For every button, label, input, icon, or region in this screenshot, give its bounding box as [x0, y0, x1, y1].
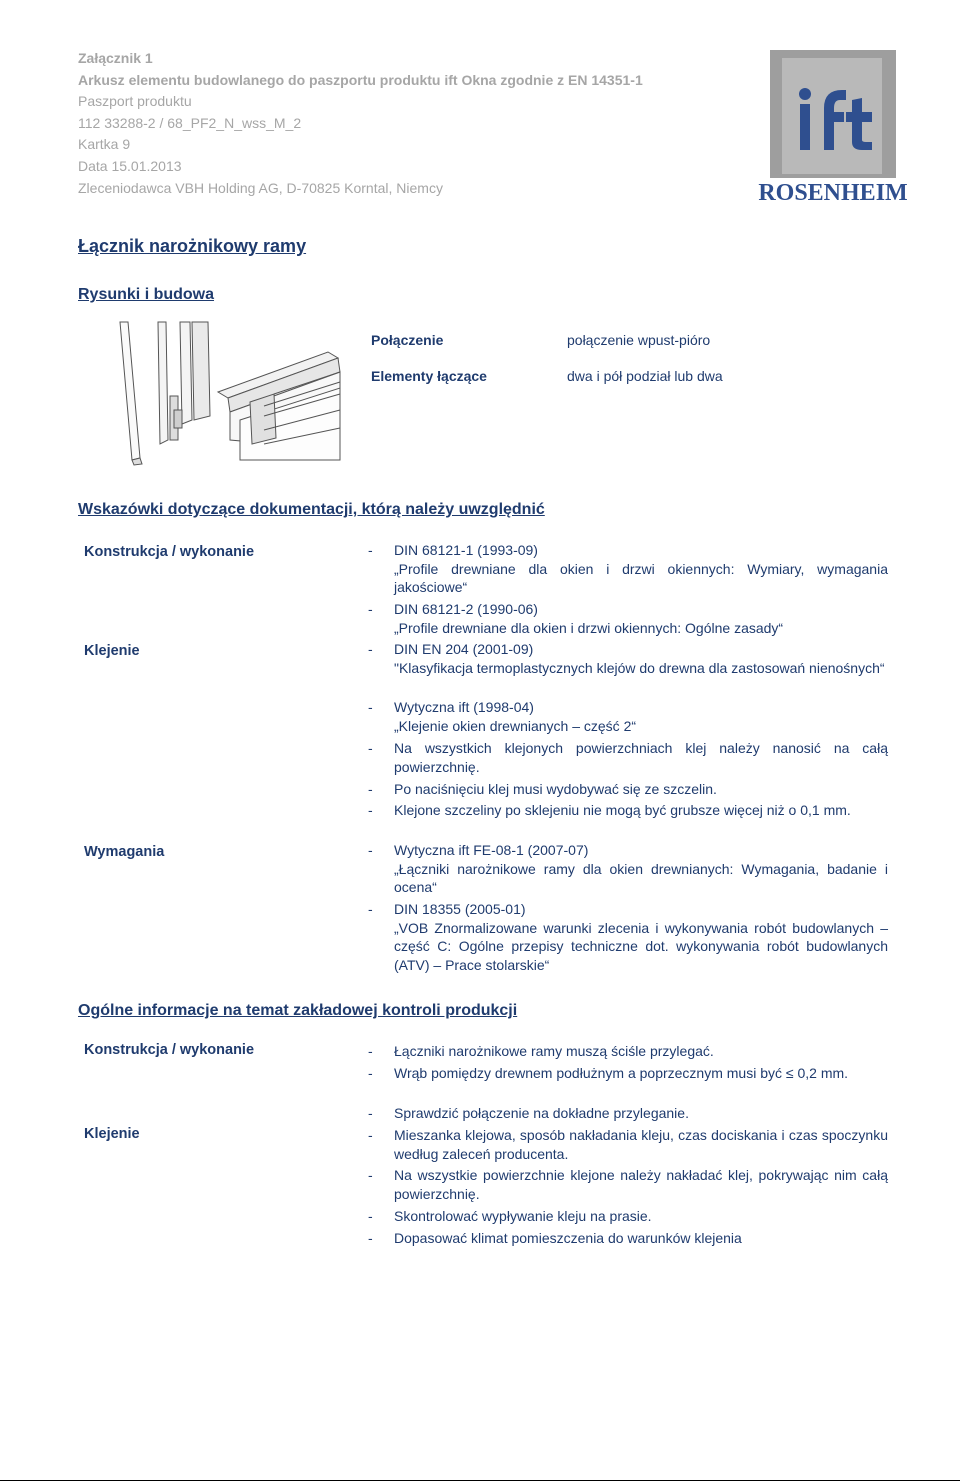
connection-label: Połączenie: [371, 332, 444, 348]
list-item: [368, 1166, 888, 1203]
list-item: [368, 698, 888, 735]
list-dash: -: [368, 781, 373, 797]
list-item: [368, 739, 888, 776]
header-line-sheet: Arkusz elementu budowlanego do paszportu produktu ift Okna zgodnie z EN 14351-1: [78, 71, 643, 88]
list-item: [368, 1064, 888, 1083]
section-heading-production-control: Ogólne informacje na temat zakładowej kontroli produkcji: [78, 1002, 518, 1019]
list-dash: -: [368, 542, 373, 558]
list-dash: -: [368, 641, 373, 657]
header-line-client: Zleceniodawca VBH Holding AG, D-70825 Korntal, Niemcy: [78, 179, 443, 196]
list-dash: -: [368, 842, 373, 858]
list-item: [368, 780, 888, 799]
list-item-text: Wytyczna ift FE-08-1 (2007-07) „Łączniki narożnikowe ramy dla okien drewnianych: Wymagania, badanie i ocena“: [394, 842, 888, 896]
list-dash: -: [368, 1167, 373, 1183]
list-item-text: DIN 68121-2 (1990-06) „Profile drewniane dla okien i drzwi okiennych: Ogólne zasady“: [394, 601, 784, 636]
section-heading-documentation: Wskazówki dotyczące dokumentacji, którą należy uwzględnić: [78, 501, 545, 518]
list-dash: -: [368, 901, 373, 917]
doc-group-label: Konstrukcja / wykonanie: [84, 544, 255, 560]
list-item-text: DIN EN 204 (2001-09) "Klasyfikacja termoplastycznych klejów do drewna dla zastosowań nienośnych“: [394, 641, 885, 676]
list-item-text: Klejone szczeliny po sklejeniu nie mogą być grubsze więcej niż o 0,1 mm.: [394, 802, 851, 818]
connecting-elements-value: dwa i pół podział lub dwa: [567, 368, 723, 384]
list-item-text: DIN 18355 (2005-01) „VOB Znormalizowane warunki zlecenia i wykonywania robót budowlanych – część C: Ogólne przepisy techniczne dot. wykonywania robót budowlanych (ATV) – Prace stolarskie“: [394, 901, 888, 973]
list-item: [368, 1042, 888, 1061]
list-dash: -: [368, 1043, 373, 1059]
list-item: [368, 640, 888, 677]
list-item-text: Dopasować klimat pomieszczenia do warunków klejenia: [394, 1230, 742, 1246]
list-item: [368, 541, 888, 597]
doc-group-label: Klejenie: [84, 643, 140, 659]
list-item-text: Mieszanka klejowa, sposób nakładania kleju, czas dociskania i czas spoczynku według zaleceń producenta.: [394, 1127, 888, 1162]
list-dash: -: [368, 1208, 373, 1224]
section-heading-drawings: Rysunki i budowa: [78, 286, 215, 303]
header-line-page: Kartka 9: [78, 136, 131, 153]
list-item: [368, 1126, 888, 1163]
list-item-text: Na wszystkich klejonych powierzchniach klej należy nanosić na całą powierzchnię.: [394, 740, 888, 775]
fpc-group-label: Konstrukcja / wykonanie: [84, 1042, 255, 1058]
list-dash: -: [368, 740, 373, 756]
page-title: Łącznik narożnikowy ramy: [78, 236, 307, 256]
list-item: [368, 1104, 888, 1123]
list-dash: -: [368, 1230, 373, 1246]
list-dash: -: [368, 1065, 373, 1081]
list-item-text: Wytyczna ift (1998-04) „Klejenie okien drewnianych – część 2“: [394, 699, 637, 734]
list-item-text: Po naciśnięciu klej musi wydobywać się ze szczelin.: [394, 781, 717, 797]
header-line-annex: Załącznik 1: [78, 50, 153, 66]
list-item-text: Sprawdzić połączenie na dokładne przyleganie.: [394, 1105, 689, 1121]
connection-value: połączenie wpust-pióro: [567, 332, 711, 348]
list-item-text: Skontrolować wypływanie kleju na prasie.: [394, 1208, 652, 1224]
corner-joint-drawing: [118, 320, 343, 465]
header-line-date: Data 15.01.2013: [78, 157, 182, 174]
list-item-text: Łączniki narożnikowe ramy muszą ściśle przylegać.: [394, 1043, 714, 1059]
connecting-elements-label: Elementy łączące: [371, 368, 487, 384]
header-line-number: 112 33288-2 / 68_PF2_N_wss_M_2: [78, 114, 302, 131]
list-dash: -: [368, 1105, 373, 1121]
list-item: [368, 801, 888, 820]
logo-text: ROSENHEIM: [758, 180, 908, 206]
list-dash: -: [368, 1127, 373, 1143]
list-item-text: Wrąb pomiędzy drewnem podłużnym a poprzecznym musi być ≤ 0,2 mm.: [394, 1065, 849, 1081]
list-dash: -: [368, 699, 373, 715]
page-bottom-border: [0, 1480, 960, 1481]
list-item: [368, 841, 888, 897]
list-item: [368, 1229, 888, 1248]
document-header: [78, 48, 643, 199]
list-item: [368, 600, 888, 637]
list-dash: -: [368, 601, 373, 617]
list-item-text: Na wszystkie powierzchnie klejone należy nakładać klej, pokrywając nim całą powierzchnię.: [394, 1167, 888, 1202]
ift-rosenheim-logo: [758, 50, 908, 206]
list-item: [368, 1207, 888, 1226]
list-item-text: DIN 68121-1 (1993-09) „Profile drewniane dla okien i drzwi okiennych: Wymiary, wymagania jakościowe“: [394, 542, 888, 596]
list-item: [368, 900, 888, 974]
list-dash: -: [368, 802, 373, 818]
header-line-passport: Paszport produktu: [78, 93, 192, 110]
doc-group-label: Wymagania: [84, 844, 165, 860]
fpc-group-label: Klejenie: [84, 1126, 140, 1142]
